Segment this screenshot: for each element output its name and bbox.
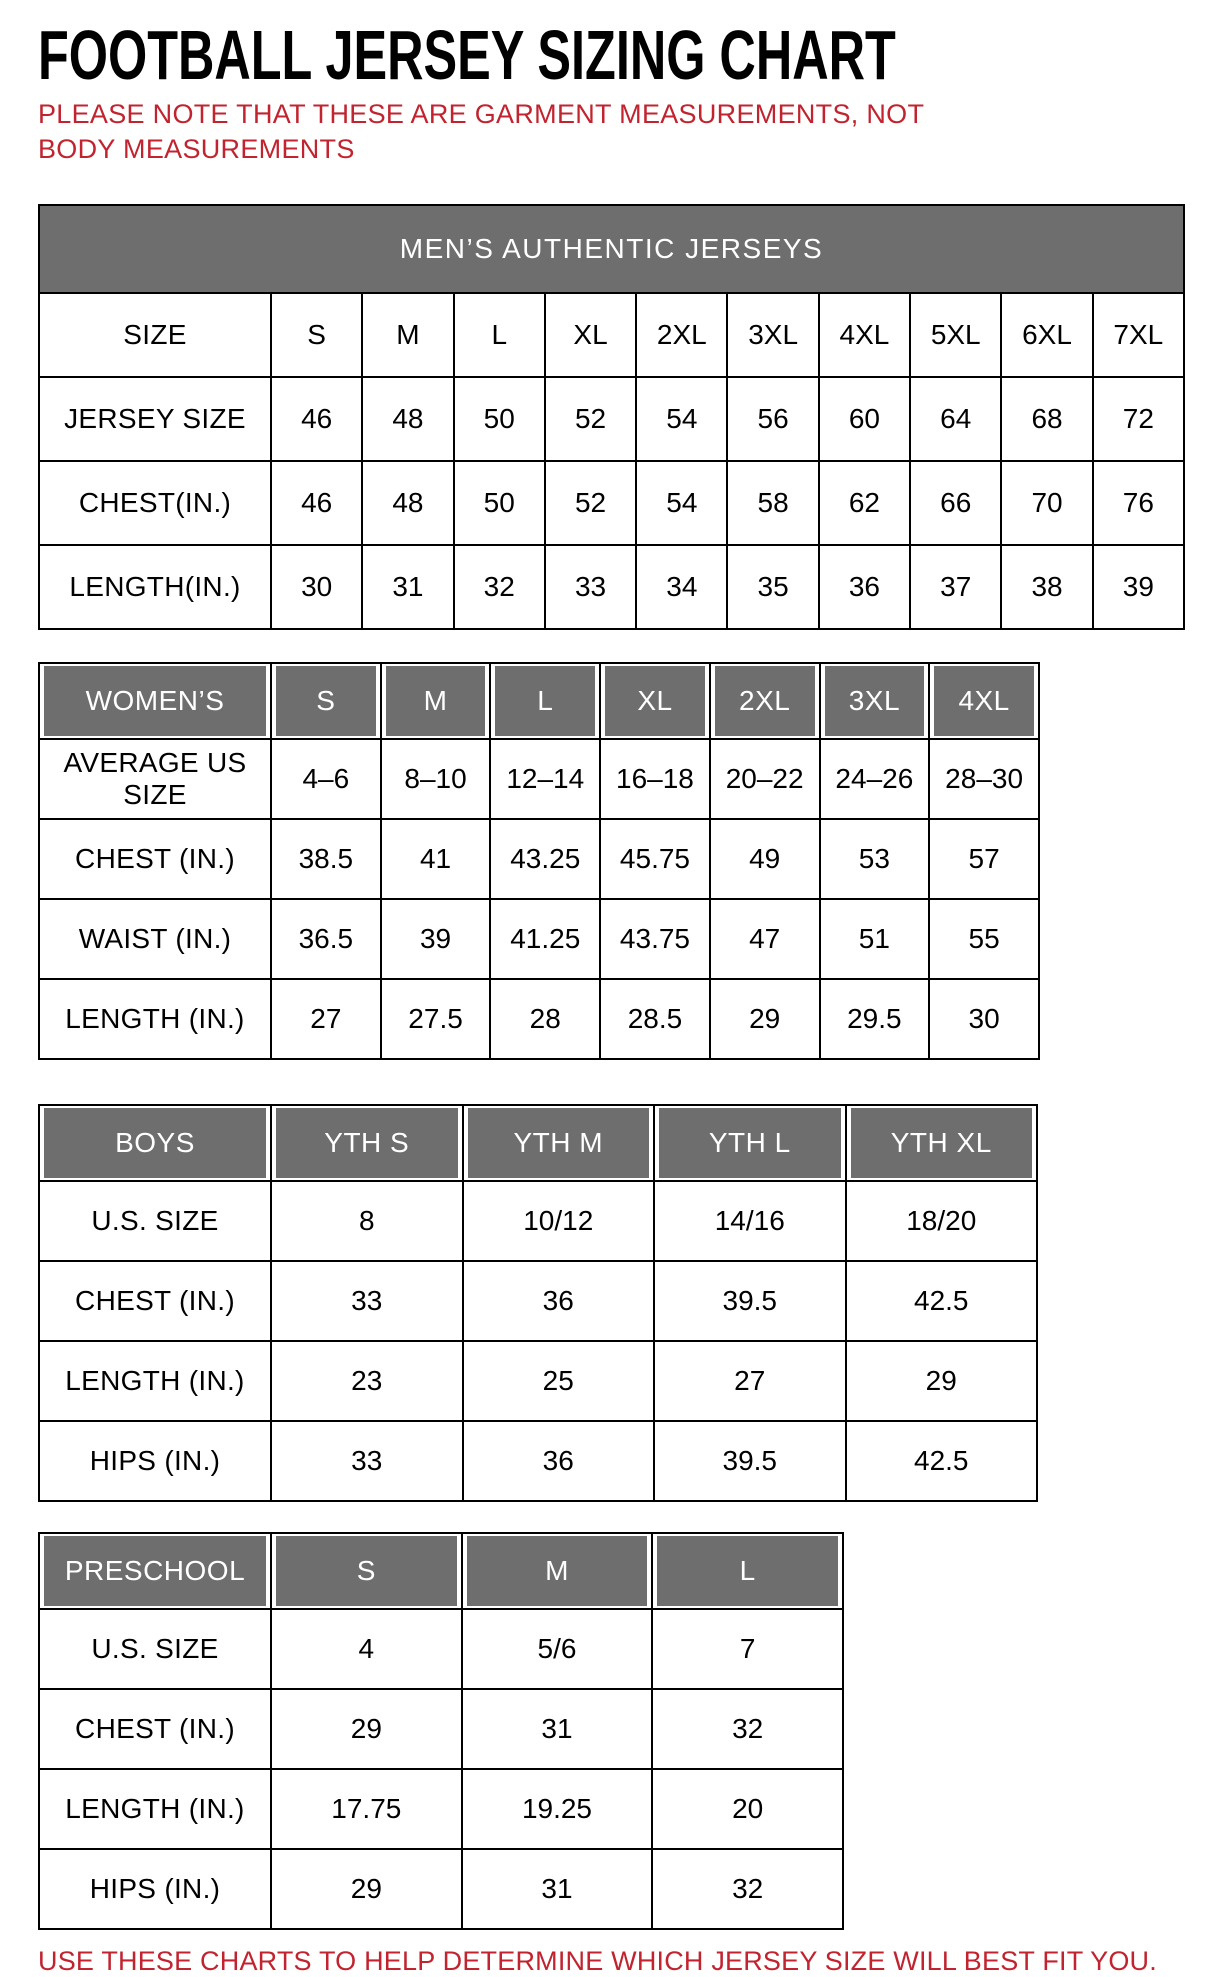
row-label: JERSEY SIZE — [39, 377, 271, 461]
table-row — [39, 739, 1039, 819]
table-row — [39, 1609, 843, 1689]
row-label: U.S. SIZE — [39, 1609, 271, 1689]
size-value: 68 — [1001, 377, 1092, 461]
column-header: L — [454, 293, 545, 377]
size-value: 35 — [727, 545, 818, 629]
size-value: 29 — [710, 979, 820, 1059]
size-value: 25 — [463, 1341, 655, 1421]
column-header: YTH XL — [846, 1105, 1038, 1181]
size-value: 33 — [545, 545, 636, 629]
row-label: CHEST (IN.) — [39, 819, 271, 899]
boys-sizing-table — [38, 1104, 1038, 1502]
size-value: 39 — [1093, 545, 1184, 629]
column-header: S — [271, 293, 362, 377]
column-header: M — [362, 293, 453, 377]
size-value: 36 — [463, 1261, 655, 1341]
column-header: L — [490, 663, 600, 739]
size-value: 54 — [636, 461, 727, 545]
size-value: 28–30 — [929, 739, 1039, 819]
size-value: 36.5 — [271, 899, 381, 979]
table-row — [39, 899, 1039, 979]
mens-banner-title: MEN’S AUTHENTIC JERSEYS — [39, 205, 1184, 293]
size-value: 55 — [929, 899, 1039, 979]
column-header: M — [462, 1533, 653, 1609]
size-value: 20 — [652, 1769, 843, 1849]
row-label: LENGTH(IN.) — [39, 545, 271, 629]
size-value: 43.75 — [600, 899, 710, 979]
size-value: 70 — [1001, 461, 1092, 545]
size-value: 57 — [929, 819, 1039, 899]
size-value: 53 — [820, 819, 930, 899]
table-row — [39, 819, 1039, 899]
size-value: 62 — [819, 461, 910, 545]
size-value: 32 — [454, 545, 545, 629]
size-value: 28.5 — [600, 979, 710, 1059]
column-header: 4XL — [819, 293, 910, 377]
column-header: YTH S — [271, 1105, 463, 1181]
row-label: WAIST (IN.) — [39, 899, 271, 979]
size-value: 27 — [271, 979, 381, 1059]
table-row — [39, 1181, 1037, 1261]
size-value: 64 — [910, 377, 1001, 461]
column-header: 2XL — [710, 663, 820, 739]
column-header: YTH M — [463, 1105, 655, 1181]
size-value: 29 — [271, 1689, 462, 1769]
size-value: 66 — [910, 461, 1001, 545]
row-label: LENGTH (IN.) — [39, 979, 271, 1059]
boys-table-header: BOYS — [39, 1105, 271, 1181]
size-value: 39.5 — [654, 1421, 846, 1501]
column-header: 6XL — [1001, 293, 1092, 377]
womens-table-header: WOMEN’S — [39, 663, 271, 739]
mens-size-row-label: SIZE — [39, 293, 271, 377]
column-header: L — [652, 1533, 843, 1609]
size-value: 54 — [636, 377, 727, 461]
size-value: 48 — [362, 461, 453, 545]
size-value: 46 — [271, 377, 362, 461]
size-value: 49 — [710, 819, 820, 899]
row-label: CHEST (IN.) — [39, 1261, 271, 1341]
table-row — [39, 377, 1184, 461]
size-value: 50 — [454, 461, 545, 545]
womens-sizing-table — [38, 662, 1040, 1060]
size-value: 31 — [362, 545, 453, 629]
size-value: 76 — [1093, 461, 1184, 545]
table-row — [39, 1769, 843, 1849]
table-row — [39, 1849, 843, 1929]
preschool-sizing-table — [38, 1532, 844, 1930]
size-value: 31 — [462, 1689, 653, 1769]
table-row — [39, 461, 1184, 545]
size-value: 27 — [654, 1341, 846, 1421]
size-value: 48 — [362, 377, 453, 461]
size-value: 72 — [1093, 377, 1184, 461]
size-value: 51 — [820, 899, 930, 979]
size-value: 5/6 — [462, 1609, 653, 1689]
size-value: 41 — [381, 819, 491, 899]
size-value: 36 — [463, 1421, 655, 1501]
size-value: 30 — [929, 979, 1039, 1059]
size-value: 20–22 — [710, 739, 820, 819]
size-value: 39 — [381, 899, 491, 979]
table-row — [39, 1421, 1037, 1501]
size-value: 52 — [545, 461, 636, 545]
column-header: 3XL — [727, 293, 818, 377]
column-header: 7XL — [1093, 293, 1184, 377]
column-header: XL — [545, 293, 636, 377]
size-value: 52 — [545, 377, 636, 461]
size-value: 42.5 — [846, 1261, 1038, 1341]
size-value: 39.5 — [654, 1261, 846, 1341]
column-header: 4XL — [929, 663, 1039, 739]
size-value: 50 — [454, 377, 545, 461]
size-value: 56 — [727, 377, 818, 461]
size-value: 58 — [727, 461, 818, 545]
size-value: 4 — [271, 1609, 462, 1689]
size-value: 38 — [1001, 545, 1092, 629]
size-value: 18/20 — [846, 1181, 1038, 1261]
size-value: 46 — [271, 461, 362, 545]
size-value: 43.25 — [490, 819, 600, 899]
size-value: 8 — [271, 1181, 463, 1261]
column-header: S — [271, 1533, 462, 1609]
mens-authentic-jerseys-table — [38, 204, 1185, 630]
size-value: 4–6 — [271, 739, 381, 819]
size-value: 17.75 — [271, 1769, 462, 1849]
row-label: HIPS (IN.) — [39, 1849, 271, 1929]
size-value: 30 — [271, 545, 362, 629]
size-value: 37 — [910, 545, 1001, 629]
column-header: YTH L — [654, 1105, 846, 1181]
size-value: 60 — [819, 377, 910, 461]
fit-help-note: USE THESE CHARTS TO HELP DETERMINE WHICH JERSEY SIZE WILL BEST FIT YOU. — [38, 1945, 1157, 1976]
size-value: 14/16 — [654, 1181, 846, 1261]
table-row — [39, 1689, 843, 1769]
size-value: 29 — [271, 1849, 462, 1929]
row-label: CHEST(IN.) — [39, 461, 271, 545]
row-label: LENGTH (IN.) — [39, 1769, 271, 1849]
row-label: LENGTH (IN.) — [39, 1341, 271, 1421]
column-header: XL — [600, 663, 710, 739]
size-value: 28 — [490, 979, 600, 1059]
size-value: 7 — [652, 1609, 843, 1689]
size-value: 32 — [652, 1849, 843, 1929]
size-value: 29.5 — [820, 979, 930, 1059]
column-header: 2XL — [636, 293, 727, 377]
size-value: 8–10 — [381, 739, 491, 819]
size-value: 34 — [636, 545, 727, 629]
size-value: 32 — [652, 1689, 843, 1769]
column-header: S — [271, 663, 381, 739]
size-value: 31 — [462, 1849, 653, 1929]
size-value: 36 — [819, 545, 910, 629]
row-label: U.S. SIZE — [39, 1181, 271, 1261]
column-header: 3XL — [820, 663, 930, 739]
size-value: 29 — [846, 1341, 1038, 1421]
table-row — [39, 545, 1184, 629]
size-value: 47 — [710, 899, 820, 979]
size-value: 24–26 — [820, 739, 930, 819]
size-value: 27.5 — [381, 979, 491, 1059]
size-value: 42.5 — [846, 1421, 1038, 1501]
size-value: 19.25 — [462, 1769, 653, 1849]
preschool-table-header: PRESCHOOL — [39, 1533, 271, 1609]
table-row — [39, 979, 1039, 1059]
size-value: 12–14 — [490, 739, 600, 819]
garment-measurement-note: PLEASE NOTE THAT THESE ARE GARMENT MEASUREMENTS, NOT BODY MEASUREMENTS — [38, 98, 924, 165]
size-value: 33 — [271, 1261, 463, 1341]
table-row — [39, 1261, 1037, 1341]
row-label: AVERAGE US SIZE — [39, 739, 271, 819]
row-label: CHEST (IN.) — [39, 1689, 271, 1769]
size-value: 33 — [271, 1421, 463, 1501]
table-row — [39, 1341, 1037, 1421]
size-value: 41.25 — [490, 899, 600, 979]
page-title: FOOTBALL JERSEY SIZING CHART — [38, 16, 896, 94]
size-value: 10/12 — [463, 1181, 655, 1261]
size-value: 45.75 — [600, 819, 710, 899]
row-label: HIPS (IN.) — [39, 1421, 271, 1501]
size-value: 23 — [271, 1341, 463, 1421]
size-value: 38.5 — [271, 819, 381, 899]
column-header: M — [381, 663, 491, 739]
column-header: 5XL — [910, 293, 1001, 377]
size-value: 16–18 — [600, 739, 710, 819]
